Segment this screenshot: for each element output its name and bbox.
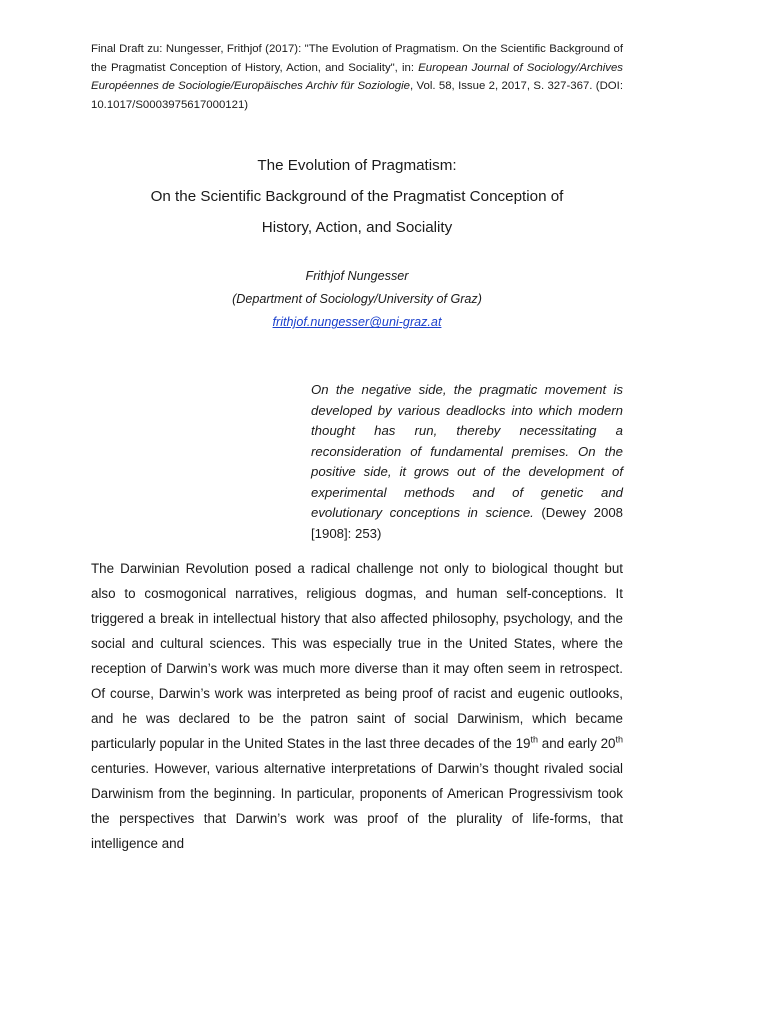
epigraph-quote: On the negative side, the pragmatic movement is developed by various deadlocks into which modern thought has run, thereby necessitating a reconsideration of fundamental premises. On the positive side, it grows out of the development of experimental methods and of genetic and evolutionary conceptions in science. (311, 382, 623, 521)
title-line-3: History, Action, and Sociality (261, 219, 453, 237)
author-name: Frithjof Nungesser (305, 269, 409, 284)
author-block (91, 265, 623, 334)
citation-suffix: , Vol. 58, Issue 2, 2017, S. 327-367. (DOI: 10.1017/S0003975617000121) (91, 80, 623, 111)
body-text-part-1: The Darwinian Revolution posed a radical challenge not only to biological thought but also to cosmogonical narratives, religious dogmas, and human self-conceptions. It triggered a break in intellectual history that also affected philosophy, psychology, and the social and cultural sciences. This was especially true in the United States, where the reception of Darwin’s work was much more diverse than it may often seem in retrospect. Of course, Darwin’s work was interpreted as being proof of racist and eugenic outlooks, and he was declared to be the patron saint of social Darwinism, which became particularly popular in the United States in the last three decades of the 19 (91, 561, 623, 752)
title-line-2: On the Scientific Background of the Pragmatist Conception of (150, 188, 564, 206)
title-line-1: The Evolution of Pragmatism: (257, 157, 457, 175)
document-page (91, 40, 623, 856)
paper-title (91, 150, 623, 243)
author-email-link[interactable]: frithjof.nungesser@uni-graz.at (272, 315, 442, 330)
author-affiliation: (Department of Sociology/University of Graz) (232, 292, 482, 307)
epigraph (311, 380, 623, 544)
body-paragraph (91, 556, 623, 856)
citation-prefix: Final Draft zu: Nungesser, Frithjof (2017): "The Evolution of Pragmatism. On the Scientific Background of the Pragmatist Conception of History, Action, and Sociality", in: (91, 43, 623, 74)
epigraph-source: (Dewey 2008 [1908]: 253) (311, 505, 624, 541)
citation-note (91, 40, 623, 114)
body-text-part-3: centuries. However, various alternative interpretations of Darwin’s thought rivaled social Darwinism from the beginning. In particular, proponents of American Progressivism took the perspectives that Darwin’s work was proof of the plurality of life-forms, that intelligence and (91, 761, 623, 852)
superscript-th-2: th (615, 734, 624, 745)
body-text-part-2: and early 20 (538, 736, 616, 752)
superscript-th-1: th (530, 734, 538, 745)
citation-journal: European Journal of Sociology/Archives Européennes de Sociologie/Europäisches Archiv für Soziologie (91, 61, 624, 93)
